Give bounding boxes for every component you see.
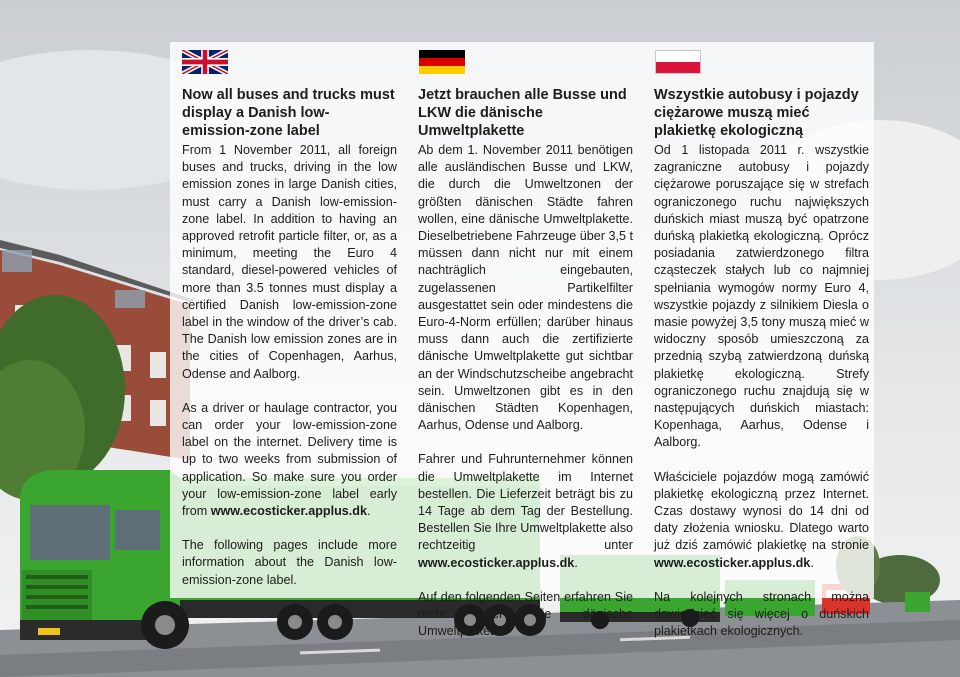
polish-paragraph-2 (654, 469, 869, 572)
polish-paragraph-2-text: Właściciele pojazdów mogą zamówić plakietkę ekologiczną przez Internet. Czas dostawy wynosi do 14 dni od daty złożenia wniosku. Dlatego warto już dziś zamówić plakietkę na stronie (654, 469, 869, 553)
english-paragraph-2 (182, 400, 397, 520)
german-paragraph-2 (418, 451, 633, 571)
english-url-suffix: . (367, 504, 371, 519)
german-column (418, 52, 633, 640)
german-paragraph-2-text: Fahrer und Fuhrunternehmer können die Umweltplakette im Internet bestellen. Die Lieferzeit beträgt bis zu 14 Tage ab dem Tag der Bestellung. Bestellen Sie Ihre Umweltplakette also rechtzeitig unter (418, 452, 633, 553)
english-column (182, 52, 397, 589)
german-paragraph-1: Ab dem 1. November 2011 benötigen alle ausländischen Busse und LKW, die durch die Umweltzonen der größten dänischen Städte fahren wollen, eine dänische Umweltplakette. Dieselbetriebene Fahrzeuge über 3,5 t müssen dann nicht nur mit einem nachträglich eingebauten, zugelassenen Partikelfilter ausgestattet sein oder mindestens die Euro-4-Norm erfüllen; darüber hinaus muss dann auch die zertifizierte dänische Umweltplakette gut sichtbar an der Windschutzscheibe angebracht sein. Umweltzonen gibt es in den dänischen Städten Kopenhagen, Aarhus, Odense und Aalborg. (418, 143, 633, 433)
ecosticker-link[interactable]: www.ecosticker.applus.dk (654, 555, 811, 570)
polish-column (654, 52, 869, 640)
english-paragraph-2-text: As a driver or haulage contractor, you can order your low-emission-zone label on the internet. Delivery time is up to two weeks from submission of application. So make sure you order your low-emission-zone label early from (182, 400, 397, 519)
ecosticker-link[interactable]: www.ecosticker.applus.dk (210, 504, 368, 519)
german-paragraph-3: Auf den folgenden Seiten erfahren Sie mehr über die dänische Umweltplakette. (418, 589, 633, 639)
english-heading: Now all buses and trucks must display a Danish low-emission-zone label (182, 87, 395, 139)
english-paragraph-3: The following pages include more information about the Danish low-emission-zone label. (182, 538, 397, 587)
polish-heading: Wszystkie autobusy i pojazdy ciężarowe muszą mieć plakietkę ekologiczną (654, 87, 859, 139)
polish-paragraph-1: Od 1 listopada 2011 r. wszystkie zagraniczne autobusy i pojazdy ciężarowe poruszające się w strefach ograniczonego ruchu największych duńskich miast muszą być opatrzone duńską plakietką ekologiczną. Oprócz posiadania zatwierdzonego filtra cząsteczek stałych lub co najmniej spełniania wymogów normy Euro 4, wszystkie pojazdy z silnikiem Diesla o masie powyżej 3,5 tony muszą mieć w widoczny sposób umieszczoną za przednią szybą zatwierdzoną duńską plakietkę ekologiczną. Strefy ograniczonego ruchu znajdują się w następujących duńskich miastach: Kopenhaga, Aarhus, Odense i Aalborg. (654, 143, 869, 450)
polish-url-suffix: . (810, 555, 814, 570)
ecosticker-link[interactable]: www.ecosticker.applus.dk (418, 555, 575, 570)
german-heading: Jetzt brauchen alle Busse und LKW die dänische Umweltplakette (418, 87, 627, 139)
english-paragraph-1: From 1 November 2011, all foreign buses and trucks, driving in the low emission zones in large Danish cities, must carry a Danish low-emission-zone label. In addition to having an approved retrofit particle filter, or, as a minimum, meeting the Euro 4 standard, diesel-powered vehicles of more than 3.5 tonnes must display a certified Danish low-emission-zone label in the window of the driver’s cab. The Danish low emission zones are in the cities of Copenhagen, Aarhus, Odense and Aalborg. (182, 143, 397, 381)
polish-paragraph-3: Na kolejnych stronach można dowiedzieć się więcej o duńskich plakietkach ekologicznych. (654, 589, 869, 639)
german-url-suffix: . (574, 555, 578, 570)
